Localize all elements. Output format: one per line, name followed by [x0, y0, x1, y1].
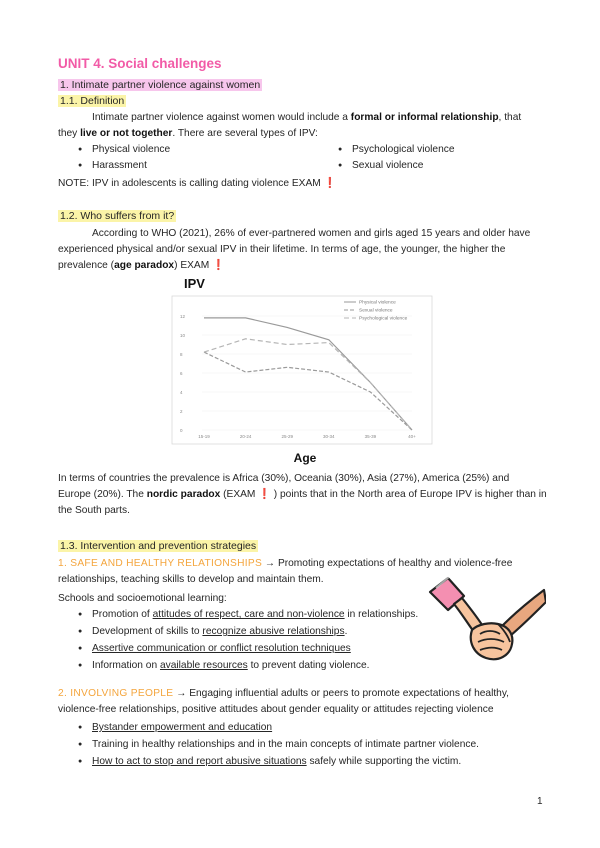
legend-entry: Sexual violence: [359, 308, 393, 314]
list-item: ● Psychological violence: [338, 144, 455, 155]
section-1-1-heading: 1.1. Definition: [60, 95, 125, 107]
list-item: ● Development of skills to recognize abusive relationships.: [78, 626, 348, 637]
holding-hands-icon: [428, 570, 546, 670]
strategy-2-line-2: violence-free relationships, positive attitudes about gender equality or attitudes rejecting violence: [58, 704, 494, 715]
definition-line-2: they live or not together. There are several types of IPV:: [58, 128, 318, 139]
section-1-heading: 1. Intimate partner violence against women: [60, 79, 261, 91]
x-tick-label: 25-29: [281, 434, 293, 439]
x-tick-label: 30-34: [323, 434, 335, 439]
x-axis-label: Age: [293, 451, 317, 465]
list-item: ● How to act to stop and report abusive situations safely while supporting the victim.: [78, 756, 462, 767]
x-tick-label: 20-24: [239, 434, 252, 439]
list-item: ● Assertive communication or conflict resolution techniques: [78, 643, 351, 654]
strategy-1-line-1: 1. SAFE AND HEALTHY RELATIONSHIPS → Promoting expectations of healthy and violence-free: [58, 558, 513, 569]
list-item: ● Information on available resources to prevent dating violence.: [78, 660, 370, 671]
exclamation-icon: ❗: [258, 489, 271, 500]
list-item: ● Physical violence: [78, 144, 171, 155]
x-tick-label: 40+: [408, 434, 416, 439]
countries-line-1: In terms of countries the prevalence is Africa (30%), Oceania (30%), Asia (27%), America (25%) and: [58, 473, 510, 484]
strategy-1-line-2: relationships, teaching skills to develop and maintain them.: [58, 574, 324, 585]
y-tick-label: 8: [180, 352, 183, 357]
strategy-2-line-1: 2. INVOLVING PEOPLE → Engaging influential adults or peers to promote expectations of healthy,: [58, 688, 509, 699]
list-item: ● Training in healthy relationships and in the main concepts of intimate partner violence.: [78, 739, 479, 750]
exclamation-icon: ❗: [323, 178, 337, 189]
exclamation-icon: ❗: [212, 260, 225, 271]
list-item: ● Sexual violence: [338, 160, 424, 171]
strategy-2-label: 2. INVOLVING PEOPLE: [58, 688, 174, 699]
countries-line-3: the South parts.: [58, 505, 130, 516]
y-tick-label: 10: [180, 333, 186, 338]
section-1-3-heading: 1.3. Intervention and prevention strategies: [60, 540, 257, 552]
x-tick-label: 35-39: [364, 434, 377, 439]
who-line-1: According to WHO (2021), 26% of ever-partnered women and girls aged 15 years and older have: [92, 228, 531, 239]
definition-line-1: Intimate partner violence against women would include a formal or informal relationship, that: [92, 112, 522, 123]
who-line-3: prevalence (age paradox) EXAM ❗: [58, 260, 225, 271]
legend-entry: Psychological violence: [359, 316, 408, 322]
list-item: ● Bystander empowerment and education: [78, 722, 273, 733]
y-tick-label: 6: [180, 371, 183, 376]
who-line-2: experienced physical and/or sexual IPV in their lifetime. In terms of age, the younger, the higher the: [58, 244, 506, 255]
y-tick-label: 4: [180, 390, 183, 395]
ipv-age-chart: [150, 276, 450, 466]
page-number: 1: [537, 796, 543, 807]
note-text: NOTE: IPV in adolescents is calling dating violence EXAM ❗: [58, 178, 337, 189]
x-tick-label: 15-19: [198, 434, 210, 439]
legend-entry: Physical violence: [359, 300, 396, 306]
chart-title: IPV: [184, 276, 205, 291]
list-item: ● Harassment: [78, 160, 147, 171]
countries-line-2: Europe (20%). The nordic paradox (EXAM ❗ ) points that in the North area of Europe IPV is higher than in: [58, 489, 547, 500]
y-tick-label: 12: [180, 314, 186, 319]
strategy-1-label: 1. SAFE AND HEALTHY RELATIONSHIPS: [58, 558, 263, 569]
section-1-2-heading: 1.2. Who suffers from it?: [60, 210, 175, 222]
y-tick-label: 2: [180, 409, 183, 414]
schools-heading: Schools and socioemotional learning:: [58, 593, 227, 604]
page-title: UNIT 4. Social challenges: [58, 56, 222, 71]
y-tick-label: 0: [180, 428, 183, 433]
list-item: ● Promotion of attitudes of respect, care and non-violence in relationships.: [78, 609, 419, 620]
